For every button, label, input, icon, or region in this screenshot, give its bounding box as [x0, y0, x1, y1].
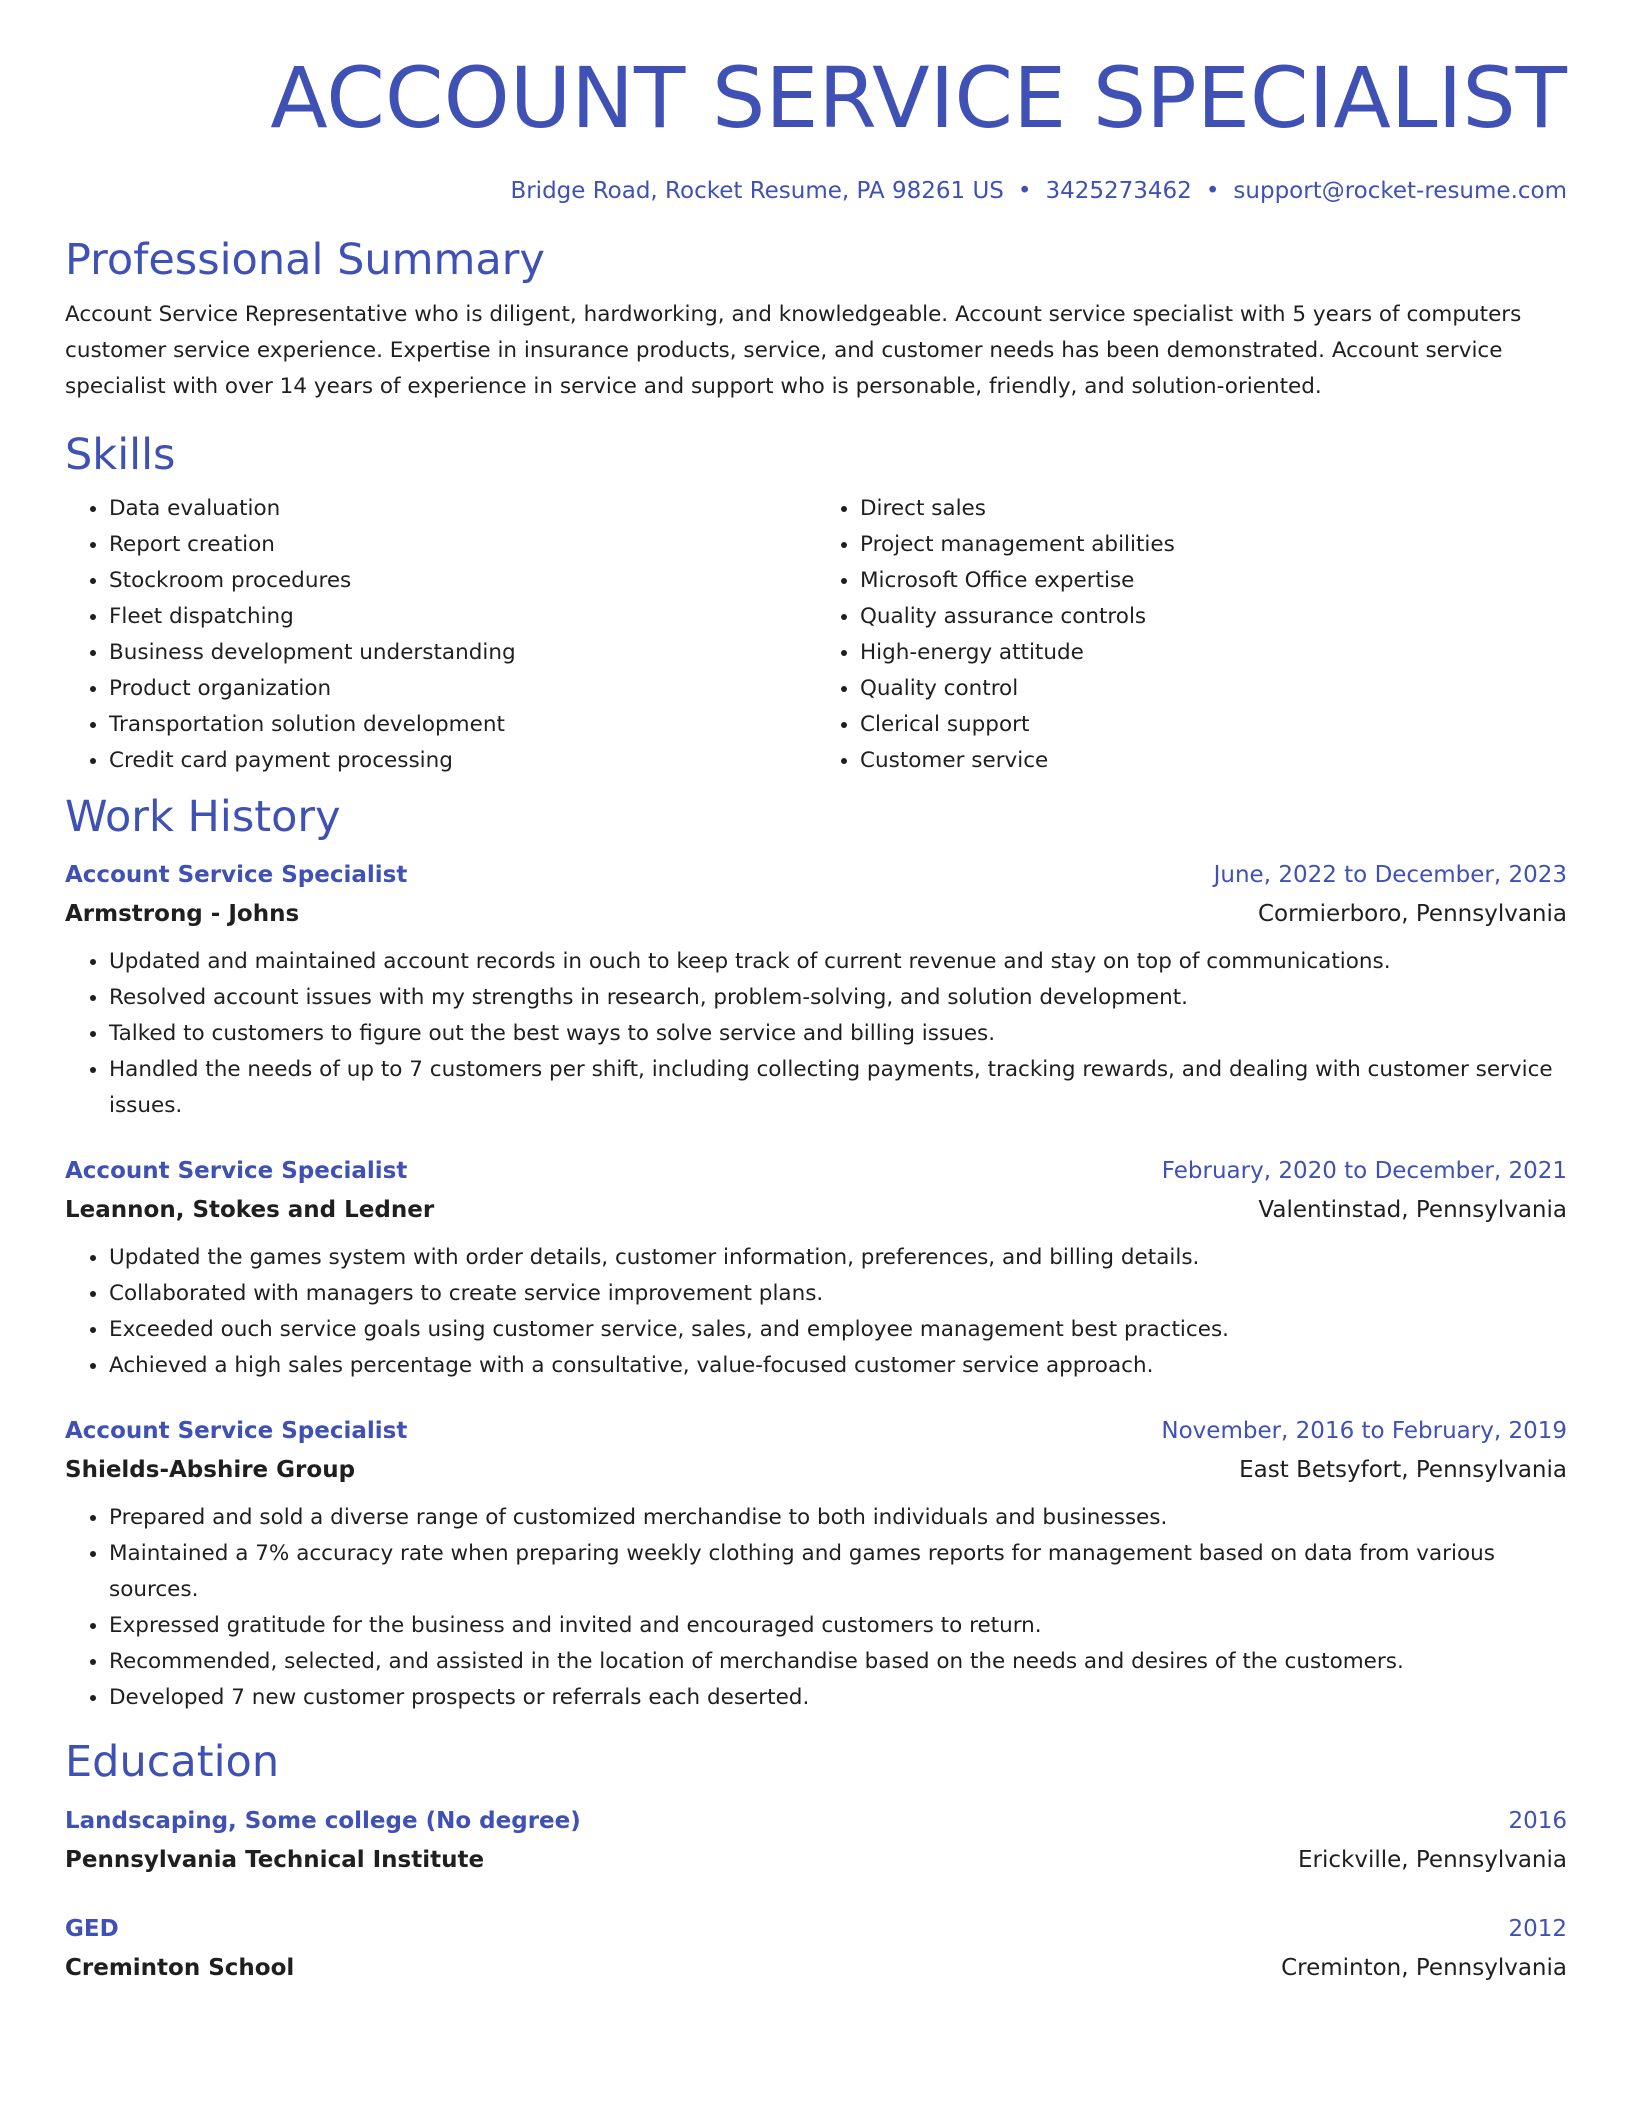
skill-item: • Quality assurance controls [860, 599, 1567, 635]
job-bullet: • Developed 7 new customer prospects or referrals each deserted. [109, 1680, 1567, 1716]
job-company-row [65, 1450, 1567, 1490]
job-role: Account Service Specialist [65, 1158, 408, 1185]
skill-item: • Transportation solution development [109, 707, 816, 743]
job-bullet: • Prepared and sold a diverse range of customized merchandise to both individuals and businesses. [109, 1500, 1567, 1536]
skill-item: • Microsoft Office expertise [860, 563, 1567, 599]
skill-item: • Customer service [860, 743, 1567, 779]
education-year: 2016 [1508, 1807, 1567, 1834]
education-year: 2012 [1508, 1915, 1567, 1942]
job-header-row [65, 1412, 1567, 1450]
skill-item: • Product organization [109, 671, 816, 707]
summary-text: Account Service Representative who is diligent, hardworking, and knowledgeable. Account service specialist with 5 years of computers customer service experience. Expertise in insurance products, service, and customer needs has been demonstrated. Account service specialist with over 14 years of experience in service and support who is personable, friendly, and solution-oriented. [65, 302, 1522, 400]
job-bullet: • Exceeded ouch service goals using customer service, sales, and employee management best practices. [109, 1312, 1567, 1348]
job-location: Cormierboro, Pennsylvania [1257, 901, 1567, 928]
section-heading-education: Education [65, 1737, 280, 1788]
job-bullet: • Expressed gratitude for the business and invited and encouraged customers to return. [109, 1608, 1567, 1644]
contact-separator: • [1017, 178, 1032, 204]
job-bullet: • Collaborated with managers to create service improvement plans. [109, 1276, 1567, 1312]
education-school: Pennsylvania Technical Institute [65, 1846, 485, 1873]
summary-section [65, 236, 1567, 405]
section-heading-work-history: Work History [65, 791, 341, 842]
education-section [65, 1738, 1567, 1987]
skill-item: • Direct sales [860, 491, 1567, 527]
job-header-row [65, 856, 1567, 894]
skill-item: • Credit card payment processing [109, 743, 816, 779]
job-dates: November, 2016 to February, 2019 [1161, 1418, 1567, 1445]
job-dates: June, 2022 to December, 2023 [1213, 862, 1567, 889]
job-entry [65, 1152, 1567, 1384]
skill-item: • Business development understanding [109, 635, 816, 671]
job-bullet: • Achieved a high sales percentage with a consultative, value-focused customer service approach. [109, 1348, 1567, 1384]
job-bullet: • Handled the needs of up to 7 customers per shift, including collecting payments, tracking rewards, and dealing with customer service issues. [109, 1052, 1567, 1124]
skill-item: • Report creation [109, 527, 816, 563]
skill-item: • Data evaluation [109, 491, 816, 527]
contact-address: Bridge Road, Rocket Resume, PA 98261 US [510, 178, 1004, 204]
skill-item: • Stockroom procedures [109, 563, 816, 599]
skill-item: • Quality control [860, 671, 1567, 707]
education-header-row [65, 1910, 1567, 1948]
skill-item: • Fleet dispatching [109, 599, 816, 635]
resume-header [65, 0, 1567, 204]
education-degree: GED [65, 1915, 119, 1942]
job-role: Account Service Specialist [65, 1418, 408, 1445]
job-bullet: • Updated the games system with order details, customer information, preferences, and billing details. [109, 1240, 1567, 1276]
skills-section [65, 431, 1567, 778]
education-entry [65, 1802, 1567, 1880]
job-company-row [65, 894, 1567, 934]
job-header-row [65, 1152, 1567, 1190]
contact-email[interactable]: support@rocket-resume.com [1233, 178, 1567, 204]
skill-item: • High-energy attitude [860, 635, 1567, 671]
education-header-row [65, 1802, 1567, 1840]
skills-columns [65, 491, 1567, 779]
education-school-row [65, 1948, 1567, 1988]
section-heading-skills: Skills [65, 430, 176, 481]
job-company: Armstrong - Johns [65, 901, 300, 928]
job-role: Account Service Specialist [65, 862, 408, 889]
job-bullet: • Updated and maintained account records in ouch to keep track of current revenue and stay on top of communications. [109, 944, 1567, 980]
job-company: Shields-Abshire Group [65, 1457, 356, 1484]
skills-list-left [65, 491, 816, 779]
job-entry [65, 856, 1567, 1124]
job-bullets [65, 944, 1567, 1124]
job-dates: February, 2020 to December, 2021 [1161, 1158, 1567, 1185]
job-bullet: • Recommended, selected, and assisted in the location of merchandise based on the needs and desires of the customers. [109, 1644, 1567, 1680]
job-bullet: • Resolved account issues with my strengths in research, problem-solving, and solution development. [109, 980, 1567, 1016]
education-entry [65, 1910, 1567, 1988]
job-bullets [65, 1240, 1567, 1384]
job-location: Valentinstad, Pennsylvania [1258, 1197, 1567, 1224]
contact-separator: • [1205, 178, 1220, 204]
education-school: Creminton School [65, 1954, 295, 1981]
education-location: Erickville, Pennsylvania [1297, 1846, 1567, 1873]
education-school-row [65, 1840, 1567, 1880]
skills-list-right [816, 491, 1567, 779]
job-company-row [65, 1190, 1567, 1230]
job-bullet: • Talked to customers to figure out the best ways to solve service and billing issues. [109, 1016, 1567, 1052]
education-location: Creminton, Pennsylvania [1281, 1954, 1567, 1981]
skill-item: • Project management abilities [860, 527, 1567, 563]
contact-phone[interactable]: 3425273462 [1045, 178, 1192, 204]
work-history-section [65, 793, 1567, 1716]
candidate-title: ACCOUNT SERVICE SPECIALIST [270, 49, 1567, 147]
job-bullets [65, 1500, 1567, 1716]
job-location: East Betsyfort, Pennsylvania [1239, 1457, 1567, 1484]
section-heading-summary: Professional Summary [65, 235, 545, 285]
education-degree: Landscaping, Some college (No degree) [65, 1807, 581, 1834]
job-entry [65, 1412, 1567, 1716]
job-company: Leannon, Stokes and Ledner [65, 1197, 435, 1224]
job-bullet: • Maintained a 7% accuracy rate when preparing weekly clothing and games reports for management based on data from various sources. [109, 1536, 1567, 1608]
skill-item: • Clerical support [860, 707, 1567, 743]
contact-line [65, 178, 1567, 204]
